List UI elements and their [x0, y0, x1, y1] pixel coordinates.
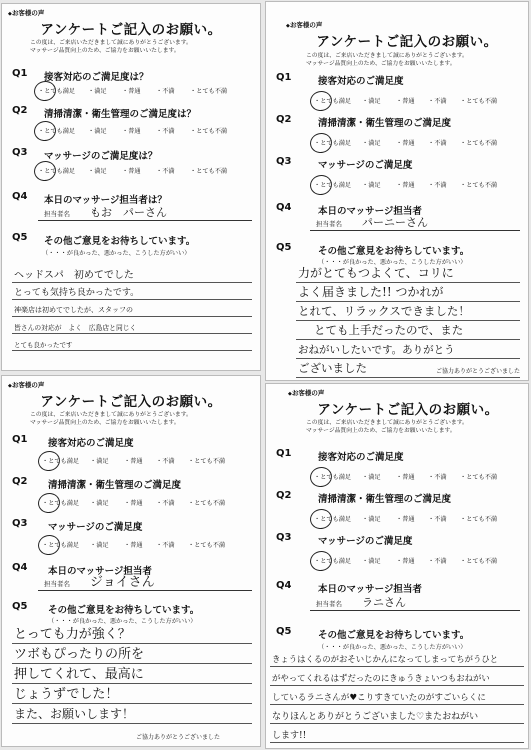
question-1 — [272, 448, 522, 462]
intro-line: マッサージ品質向上のため、ご協力をお願いいたします。 — [306, 428, 456, 435]
option-dissatisfied[interactable]: ・ 不満 — [156, 166, 175, 175]
question-number: Q2 — [276, 490, 292, 501]
comment-line: 押してくれて、最高に — [12, 664, 252, 684]
selected-circle — [32, 119, 58, 143]
staff-name-label: 担当者名 — [316, 220, 342, 228]
q3-options — [38, 166, 258, 176]
thanks-note: ご協力ありがとうございました — [135, 734, 220, 741]
question-number: Q5 — [12, 232, 28, 243]
selected-circle — [308, 465, 334, 489]
customer-voice-tag: ◆ お客様の声 — [8, 8, 44, 17]
customer-voice-tag: ◆ お客様の声 — [288, 388, 324, 397]
comment-line: また、お願いします！ — [12, 704, 252, 724]
question-text: 接客対応のご満足度 — [318, 76, 404, 87]
option-very-dissatisfied[interactable]: ・ とても不満 — [460, 96, 497, 105]
question-number: Q3 — [276, 156, 292, 167]
question-text: 清掃清潔・衛生管理のご満足度は？ — [44, 109, 197, 120]
question-text: 本日のマッサージ担当者 — [48, 566, 152, 577]
question-5 — [8, 601, 254, 615]
option-very-satisfied[interactable]: ・ とても満足 — [38, 166, 75, 175]
option-very-satisfied[interactable]: ・ とても満足 — [38, 86, 75, 95]
selected-circle — [308, 89, 334, 113]
option-dissatisfied[interactable]: ・ 不満 — [156, 86, 175, 95]
question-text: マッサージのご満足度 — [318, 160, 413, 171]
staff-name-handwritten[interactable]: パーニーさん — [362, 216, 428, 229]
option-neutral[interactable]: ・ 普通 — [396, 96, 415, 105]
intro-text — [30, 411, 252, 427]
option-very-satisfied[interactable]: ・ とても満足 — [314, 138, 351, 147]
selected-circle — [308, 549, 334, 573]
staff-name-label: 担当者名 — [44, 580, 70, 588]
q1-options — [42, 456, 258, 466]
staff-name-handwritten[interactable]: ジョイさん — [90, 575, 155, 590]
option-very-satisfied[interactable]: ・ とても満足 — [314, 180, 351, 189]
question-text: 本日のマッサージ担当者 — [318, 584, 422, 595]
comment-area[interactable] — [12, 266, 252, 351]
comment-line: 力がとてもつよくて、コリに — [296, 264, 520, 283]
option-dissatisfied[interactable]: ・ 不満 — [428, 96, 447, 105]
selected-circle — [308, 131, 334, 155]
intro-line: この度は、ご来店いただきまして誠にありがとうございます。 — [30, 40, 192, 46]
q3-options — [314, 180, 526, 190]
question-number: Q4 — [276, 580, 292, 591]
staff-name-handwritten[interactable]: ラニさん — [362, 596, 406, 609]
intro-line: マッサージ品質向上のため、ご協力をお願いいたします。 — [30, 48, 180, 55]
sheet-title: アンケートご記入のお願い。 — [316, 34, 498, 50]
question-text: 清掃清潔・衛生管理のご満足度 — [48, 480, 182, 491]
question-text: 本日のマッサージ担当者は？ — [44, 195, 167, 206]
option-satisfied[interactable]: ・ 満足 — [362, 556, 381, 565]
comment-line: とれて、リラックスできました！ — [296, 302, 520, 321]
selected-circle — [36, 449, 62, 473]
option-very-satisfied[interactable]: ・ とても満足 — [314, 96, 351, 105]
customer-voice-tag: ◆ お客様の声 — [286, 20, 322, 29]
comment-line: とっても気持ち良かったです。 — [12, 283, 252, 300]
intro-line: マッサージ品質向上のため、ご協力をお願いいたします。 — [306, 61, 456, 68]
option-neutral[interactable]: ・ 普通 — [124, 540, 143, 549]
option-dissatisfied[interactable]: ・ 不満 — [428, 180, 447, 189]
option-very-dissatisfied[interactable]: ・ とても不満 — [190, 86, 227, 95]
question-number: Q3 — [12, 147, 28, 158]
option-very-dissatisfied[interactable]: ・ とても不満 — [460, 514, 497, 523]
selected-circle — [308, 173, 334, 197]
option-dissatisfied[interactable]: ・ 不満 — [156, 540, 175, 549]
q5-hint: （・・・が良かった、悪かった、こうした方がいい） — [318, 644, 467, 651]
comment-line: しているラニさんが♥こりすきていたのがすごいらくに — [270, 686, 524, 705]
q2-options — [314, 138, 526, 148]
intro-text — [306, 419, 520, 435]
question-text: 接客対応のご満足度 — [48, 438, 134, 449]
question-text: マッサージのご満足度は？ — [44, 151, 158, 162]
question-number: Q3 — [12, 518, 28, 529]
option-dissatisfied[interactable]: ・ 不満 — [428, 472, 447, 481]
sheet-title: アンケートご記入のお願い。 — [40, 22, 222, 38]
question-5 — [272, 242, 522, 256]
question-number: Q1 — [276, 72, 292, 83]
question-2 — [8, 105, 254, 119]
sheet-title: アンケートご記入のお願い。 — [40, 394, 222, 410]
question-text: その他ご意見をお待ちしています。 — [318, 630, 470, 641]
option-satisfied[interactable]: ・ 満足 — [88, 166, 107, 175]
option-very-dissatisfied[interactable]: ・ とても不満 — [460, 138, 497, 147]
q1-options — [314, 472, 526, 482]
intro-line: この度は、ご来店いただきまして誠にありがとうございます。 — [306, 53, 468, 59]
question-number: Q1 — [276, 448, 292, 459]
option-neutral[interactable]: ・ 普通 — [396, 138, 415, 147]
staff-name-row — [310, 216, 520, 231]
option-satisfied[interactable]: ・ 満足 — [362, 472, 381, 481]
option-neutral[interactable]: ・ 普通 — [124, 498, 143, 507]
selected-circle — [36, 533, 62, 557]
option-satisfied[interactable]: ・ 満足 — [88, 86, 107, 95]
question-number: Q2 — [12, 105, 28, 116]
question-number: Q1 — [12, 434, 28, 445]
question-number: Q3 — [276, 532, 292, 543]
option-very-dissatisfied[interactable]: ・ とても不満 — [190, 126, 227, 135]
option-very-dissatisfied[interactable]: ・ とても不満 — [460, 180, 497, 189]
question-4 — [8, 191, 254, 205]
staff-name-handwritten[interactable]: もお パーさん — [90, 206, 167, 219]
option-very-satisfied[interactable]: ・ とても満足 — [38, 126, 75, 135]
q1-options — [314, 96, 526, 106]
question-5 — [8, 232, 254, 246]
survey-sheet-bottom-right — [266, 384, 528, 748]
staff-name-row — [310, 596, 520, 611]
question-4 — [272, 580, 522, 594]
selected-circle — [308, 507, 334, 531]
question-number: Q2 — [12, 476, 28, 487]
q1-options — [38, 86, 258, 96]
question-number: Q5 — [276, 242, 292, 253]
question-text: マッサージのご満足度 — [318, 536, 413, 547]
option-dissatisfied[interactable]: ・ 不満 — [156, 126, 175, 135]
question-3 — [8, 518, 254, 532]
option-satisfied[interactable]: ・ 満足 — [362, 514, 381, 523]
option-satisfied[interactable]: ・ 満足 — [88, 126, 107, 135]
selected-circle — [36, 491, 62, 515]
q3-options — [42, 540, 258, 550]
q2-options — [38, 126, 258, 136]
question-1 — [272, 72, 522, 86]
question-text: 接客対応のご満足度 — [318, 452, 404, 463]
comment-area[interactable] — [296, 264, 520, 378]
option-very-dissatisfied[interactable]: ・ とても不満 — [188, 456, 225, 465]
question-number: Q4 — [276, 202, 292, 213]
comment-line: ツボもぴったりの所を — [12, 644, 252, 664]
option-dissatisfied[interactable]: ・ 不満 — [156, 456, 175, 465]
staff-name-label: 担当者名 — [316, 600, 342, 608]
option-neutral[interactable]: ・ 普通 — [396, 180, 415, 189]
option-satisfied[interactable]: ・ 満足 — [90, 456, 109, 465]
option-very-satisfied[interactable]: ・ とても満足 — [314, 556, 351, 565]
staff-name-row — [38, 576, 252, 591]
option-very-satisfied[interactable]: ・ とても満足 — [42, 456, 79, 465]
selected-circle — [32, 159, 58, 183]
option-neutral[interactable]: ・ 普通 — [396, 556, 415, 565]
option-satisfied[interactable]: ・ 満足 — [90, 498, 109, 507]
option-satisfied[interactable]: ・ 満足 — [362, 96, 381, 105]
option-dissatisfied[interactable]: ・ 不満 — [156, 498, 175, 507]
question-text: マッサージのご満足度 — [48, 522, 143, 533]
survey-sheet-top-left — [2, 4, 260, 370]
question-number: Q5 — [12, 601, 28, 612]
intro-line: マッサージ品質向上のため、ご協力をお願いいたします。 — [30, 420, 180, 427]
option-dissatisfied[interactable]: ・ 不満 — [428, 556, 447, 565]
comment-line: おねがいしたいです。ありがとう — [296, 340, 520, 359]
question-text: その他ご意見をお待ちしています。 — [318, 246, 470, 257]
comment-area[interactable] — [270, 648, 524, 743]
question-3 — [8, 147, 254, 161]
option-neutral[interactable]: ・ 普通 — [122, 86, 141, 95]
q2-options — [314, 514, 526, 524]
question-2 — [272, 490, 522, 504]
survey-sheet-bottom-left — [2, 376, 260, 746]
comment-line: 皆さんの対応が よく 広島店と同じく — [12, 317, 252, 334]
option-neutral[interactable]: ・ 普通 — [396, 472, 415, 481]
survey-sheet-top-right — [266, 2, 528, 380]
staff-name-label: 担当者名 — [44, 210, 70, 218]
option-very-dissatisfied[interactable]: ・ とても不満 — [460, 556, 497, 565]
comment-line: とても上手だったので、また — [296, 321, 520, 340]
option-very-satisfied[interactable]: ・ とても満足 — [314, 472, 351, 481]
option-very-satisfied[interactable]: ・ とても満足 — [314, 514, 351, 523]
option-satisfied[interactable]: ・ 満足 — [90, 540, 109, 549]
comment-line: 神楽店は初めてでしたが、スタッフの — [12, 300, 252, 317]
option-dissatisfied[interactable]: ・ 不満 — [428, 138, 447, 147]
comment-area[interactable] — [12, 624, 252, 724]
question-number: Q4 — [12, 562, 28, 573]
question-number: Q2 — [276, 114, 292, 125]
option-neutral[interactable]: ・ 普通 — [122, 166, 141, 175]
question-number: Q5 — [276, 626, 292, 637]
intro-text — [30, 39, 252, 55]
option-satisfied[interactable]: ・ 満足 — [362, 138, 381, 147]
q5-hint: （・・・が良かった、悪かった、こうした方がいい） — [42, 250, 191, 257]
thanks-note: ご協力ありがとうございました — [435, 368, 520, 375]
option-very-satisfied[interactable]: ・ とても満足 — [42, 540, 79, 549]
question-text: その他ご意見をお待ちしています。 — [44, 236, 196, 247]
question-1 — [8, 434, 254, 448]
staff-name-row — [38, 206, 252, 221]
question-number: Q4 — [12, 191, 28, 202]
q5-hint: （・・・が良かった、悪かった、こうした方がいい） — [48, 618, 197, 625]
option-neutral[interactable]: ・ 普通 — [396, 514, 415, 523]
comment-line: します!! — [270, 724, 524, 743]
option-very-dissatisfied[interactable]: ・ とても不満 — [460, 472, 497, 481]
option-very-satisfied[interactable]: ・ とても満足 — [42, 498, 79, 507]
option-neutral[interactable]: ・ 普通 — [122, 126, 141, 135]
question-3 — [272, 532, 522, 546]
question-text: 清掃清潔・衛生管理のご満足度 — [318, 118, 452, 129]
comment-line: とっても力が強く？ — [12, 624, 252, 644]
question-text: 清掃清潔・衛生管理のご満足度 — [318, 494, 452, 505]
comment-line: とても良かったです — [12, 334, 252, 351]
intro-line: この度は、ご来店いただきまして誠にありがとうございます。 — [306, 420, 468, 426]
option-dissatisfied[interactable]: ・ 不満 — [428, 514, 447, 523]
option-very-dissatisfied[interactable]: ・ とても不満 — [188, 540, 225, 549]
question-5 — [272, 626, 522, 640]
option-neutral[interactable]: ・ 普通 — [124, 456, 143, 465]
question-text: その他ご意見をお待ちしています。 — [48, 605, 200, 616]
question-text: 本日のマッサージ担当者 — [318, 206, 422, 217]
comment-line: よく届きました!! つかれが — [296, 283, 520, 302]
comment-line: ヘッドスパ 初めてでした — [12, 266, 252, 283]
comment-line: なりほんとありがとうございました♡またおねがい — [270, 705, 524, 724]
intro-text — [306, 52, 520, 68]
comment-line: ございました — [296, 359, 520, 378]
question-3 — [272, 156, 522, 170]
question-text: 接客対応のご満足度は？ — [44, 72, 149, 83]
question-2 — [8, 476, 254, 490]
customer-voice-tag: ◆ お客様の声 — [8, 380, 44, 389]
comment-line: じょうずでした！ — [12, 684, 252, 704]
q5-hint: （・・・が良かった、悪かった、こうした方がいい） — [318, 259, 467, 266]
q2-options — [42, 498, 258, 508]
question-2 — [272, 114, 522, 128]
option-satisfied[interactable]: ・ 満足 — [362, 180, 381, 189]
q3-options — [314, 556, 526, 566]
option-very-dissatisfied[interactable]: ・ とても不満 — [190, 166, 227, 175]
intro-line: この度は、ご来店いただきまして誠にありがとうございます。 — [30, 412, 192, 418]
option-very-dissatisfied[interactable]: ・ とても不満 — [188, 498, 225, 507]
sheet-title: アンケートご記入のお願い。 — [317, 402, 499, 418]
question-number: Q1 — [12, 68, 28, 79]
comment-line: きょうはくるのがおそいじかんになってしまってちがうひと — [270, 648, 524, 667]
comment-line: がやってくれるはずだったのにきゅうきょいつもおねがい — [270, 667, 524, 686]
